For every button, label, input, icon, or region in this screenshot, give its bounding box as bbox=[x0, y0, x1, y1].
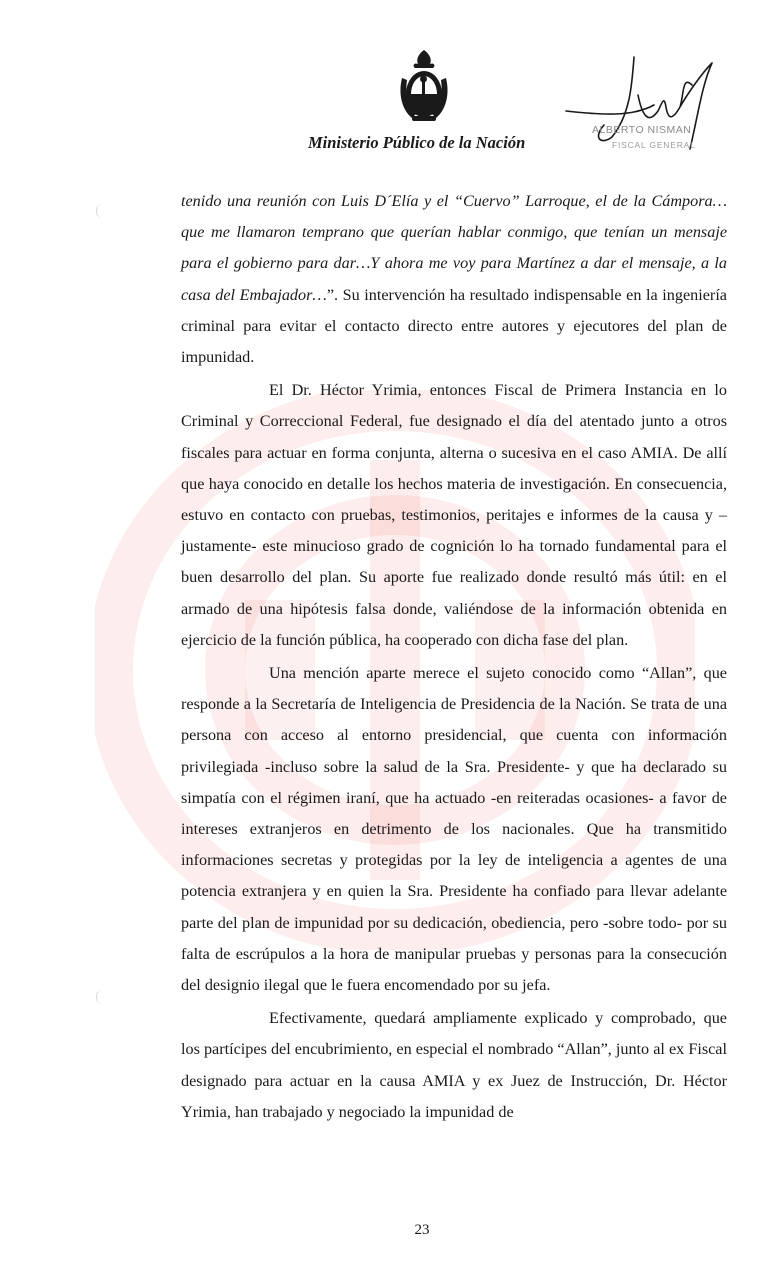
paragraph-1-close: ”. Su intervención ha resultado indispensable en la ingeniería criminal para evitar el contacto directo entre autores y ejecutores del plan de impunidad. bbox=[181, 285, 727, 367]
paragraph-2: El Dr. Héctor Yrimia, entonces Fiscal de Primera Instancia en lo Criminal y Correccional Federal, fue designado el día del atentado junto a otros fiscales para actuar en forma conjunta, alterna o sucesiva en el caso AMIA. De allí que haya conocido en detalle los hechos materia de investigación. En consecuencia, estuvo en contacto con pruebas, testimonios, peritajes e informes de la causa y –justamente- este minucioso grado de cognición lo ha tornado fundamental para el buen desarrollo del plan. Su aporte fue realizado donde resultó más útil: en el armado de una hipótesis falsa donde, valiéndose de la información obtenida en ejercicio de la función pública, ha cooperado con dicha fase del plan. bbox=[181, 381, 727, 649]
signature-title-stamp: FISCAL GENERAL bbox=[612, 140, 696, 150]
page-number: 23 bbox=[414, 1222, 430, 1238]
quoted-testimony: tenido una reunión con Luis D´Elía y el “Cuervo” Larroque, el de la Cámpora…que me llamaron temprano que querían hablar conmigo, que tenían un mensaje para el gobierno para dar…Y ahora me voy para Martínez a dar el mensaje, a la casa del Embajador… bbox=[181, 192, 727, 304]
margin-mark bbox=[96, 204, 103, 218]
paragraph-1 bbox=[181, 186, 727, 373]
ministry-title: Ministerio Público de la Nación bbox=[308, 133, 526, 152]
signature-name-stamp: ALBERTO NISMAN bbox=[592, 124, 692, 136]
paragraph-3: Una mención aparte merece el sujeto conocido como “Allan”, que responde a la Secretaría de Inteligencia de Presidencia de la Nación. Se trata de una persona con acceso al entorno presidencial, que cuenta con información privilegiada -incluso sobre la salud de la Sra. Presidente- y que ha declarado su simpatía con el régimen iraní, que ha actuado -en reiteradas ocasiones- a favor de intereses extranjeros en detrimento de los nacionales. Que ha transmitido informaciones secretas y protegidas por la ley de inteligencia a agentes de una potencia extranjera y en quien la Sra. Presidente ha confiado para llevar adelante parte del plan de impunidad por su dedicación, obediencia, pero -sobre todo- por su falta de escrúpulos a la hora de manipular pruebas y personas para la consecución del designio ilegal que le fuera encomendado por su jefa. bbox=[181, 664, 727, 995]
paragraph-4: Efectivamente, quedará ampliamente explicado y comprobado, que los partícipes del encubrimiento, en especial el nombrado “Allan”, junto al ex Fiscal designado para actuar en la causa AMIA y ex Juez de Instrucción, Dr. Héctor Yrimia, han trabajado y negociado la impunidad de bbox=[181, 1009, 727, 1121]
argentina-coat-of-arms-icon bbox=[398, 48, 450, 124]
document-body bbox=[181, 186, 727, 1128]
margin-mark bbox=[96, 990, 103, 1004]
